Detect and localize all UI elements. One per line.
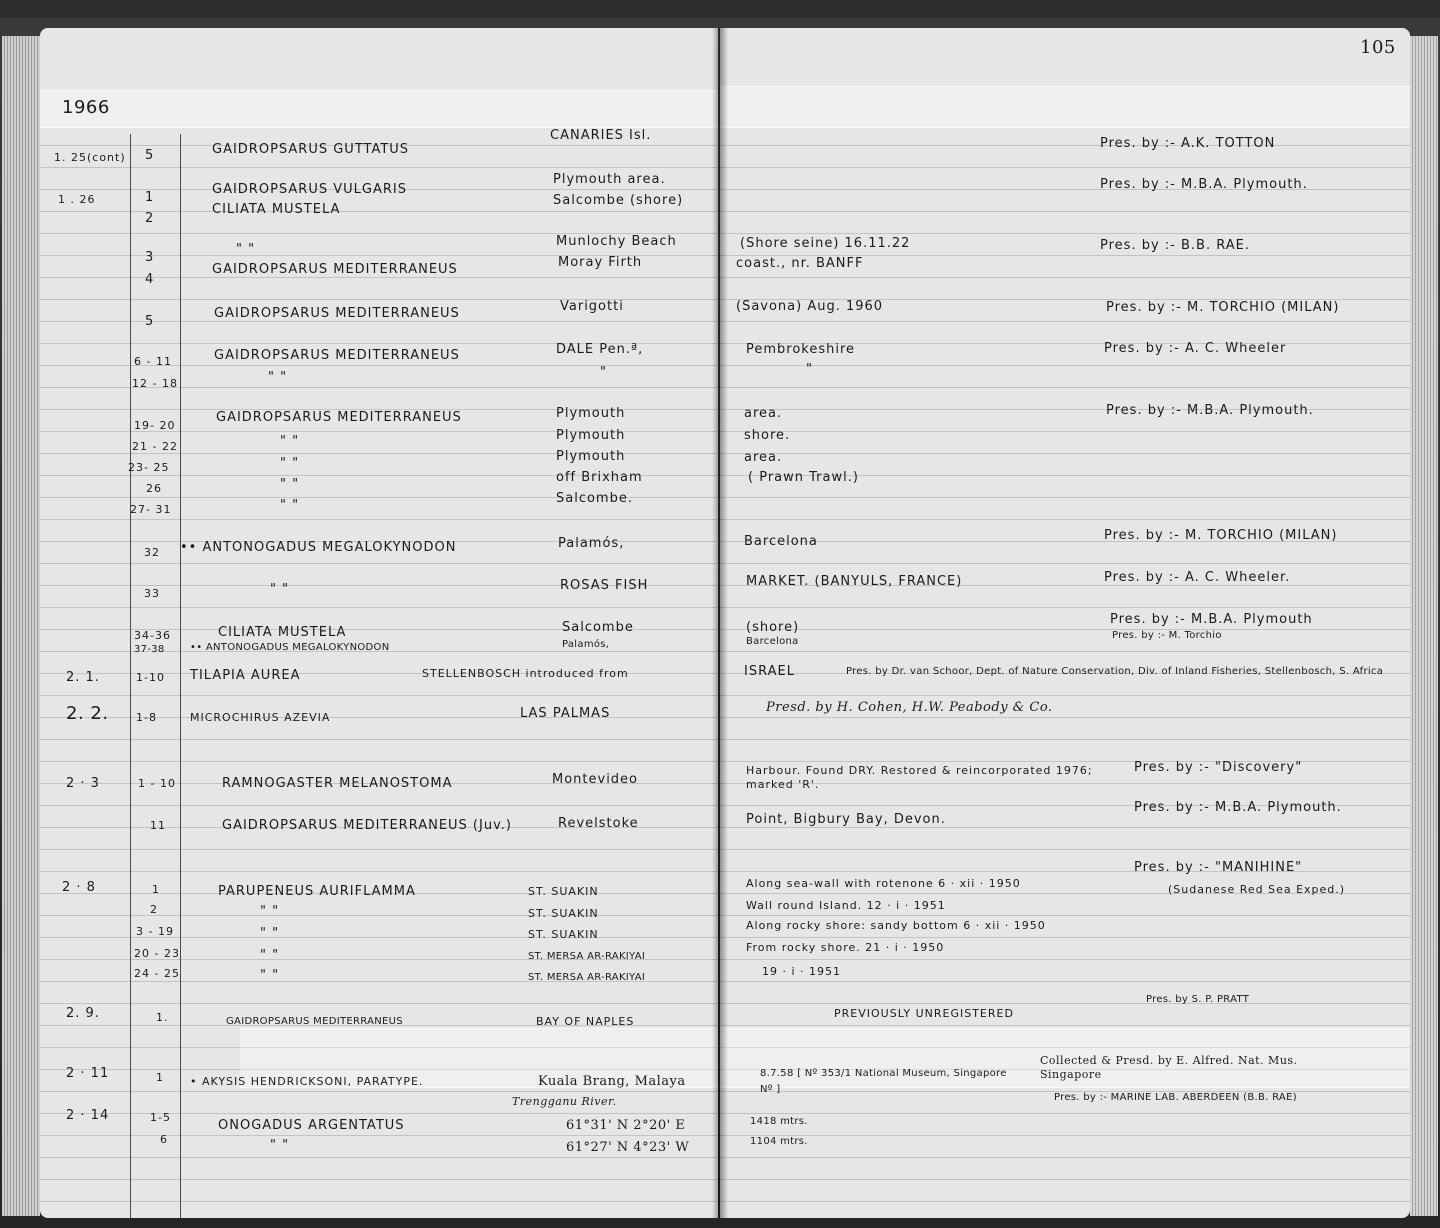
entry-locality: Salcombe <box>562 620 634 635</box>
entry-species: " " <box>280 434 300 449</box>
entry-number: 21 - 22 <box>132 440 178 453</box>
tape-strip <box>720 86 1410 128</box>
entry-reg: 1. 25(cont) <box>54 151 126 164</box>
entry-number: 3 <box>145 250 155 265</box>
entry-details: 1418 mtrs. <box>750 1116 808 1127</box>
page-number: 105 <box>1360 37 1396 58</box>
entry-number: 19- 20 <box>134 419 176 432</box>
entry-locality: Revelstoke <box>558 816 639 831</box>
entry-details: ( Prawn Trawl.) <box>748 470 859 485</box>
entry-species: GAIDROPSARUS MEDITERRANEUS <box>216 410 462 425</box>
entry-locality: Salcombe (shore) <box>553 193 684 208</box>
entry-donor: Pres. by :- M.B.A. Plymouth <box>1110 612 1313 627</box>
entry-donor: Pres. by :- M. TORCHIO (MILAN) <box>1106 300 1340 315</box>
entry-locality: Plymouth <box>556 449 626 464</box>
entry-number: 1 <box>152 883 160 896</box>
entry-locality: Salcombe. <box>556 491 633 506</box>
entry-reg: 2 · 14 <box>66 1108 110 1123</box>
entry-details: ISRAEL <box>744 664 795 679</box>
entry-details: From rocky shore. 21 · i · 1950 <box>746 941 945 954</box>
entry-locality: Palamós, <box>558 536 625 551</box>
entry-locality: ST. MERSA AR-RAKIYAI <box>528 972 646 983</box>
entry-reg: 2 · 11 <box>66 1066 110 1081</box>
entry-number: 26 <box>146 482 162 495</box>
entry-number: 4 <box>145 272 155 287</box>
entry-donor: Pres. by :- B.B. RAE. <box>1100 238 1250 253</box>
entry-details: " <box>806 362 813 377</box>
entry-details: Along rocky shore: sandy bottom 6 · xii · 1950 <box>746 919 1046 932</box>
entry-number: 5 <box>145 148 155 163</box>
entry-locality: Montevideo <box>552 772 639 787</box>
entry-details: shore. <box>744 428 791 443</box>
entry-locality: Moray Firth <box>558 255 643 270</box>
entry-details: Barcelona <box>746 636 799 647</box>
entry-species: " " <box>270 1138 290 1153</box>
entry-locality: STELLENBOSCH introduced from <box>422 667 629 680</box>
entry-number: 6 - 11 <box>134 355 172 368</box>
entry-locality: 61°27' N 4°23' W <box>566 1140 690 1155</box>
entry-details: (Savona) Aug. 1960 <box>736 299 884 314</box>
entry-reg: 1 . 26 <box>58 193 96 206</box>
entry-locality: Munlochy Beach <box>556 234 677 249</box>
entry-species: " " <box>270 582 290 597</box>
entry-locality: Kuala Brang, Malaya <box>538 1074 686 1089</box>
entry-species: " " <box>280 498 300 513</box>
entry-details: Point, Bigbury Bay, Devon. <box>746 812 946 827</box>
entry-locality: Plymouth area. <box>553 172 666 187</box>
entry-number: 1 <box>156 1071 164 1084</box>
page-edges-left <box>2 36 40 1216</box>
entry-species: " " <box>268 370 288 385</box>
entry-donor: Pres. by Dr. van Schoor, Dept. of Nature Conservation, Div. of Inland Fisheries, Stellenbosch, S. Africa <box>846 666 1384 677</box>
entry-details: Harbour. Found DRY. Restored & reincorporated 1976; marked 'R'. <box>746 764 1093 791</box>
entry-details: Barcelona <box>744 534 818 549</box>
entry-details: area. <box>744 406 783 421</box>
entry-donor: Pres. by :- M.B.A. Plymouth. <box>1100 177 1308 192</box>
entry-number: 2 <box>150 903 158 916</box>
entry-number: 1 <box>145 190 155 205</box>
year-heading: 1966 <box>62 97 110 118</box>
entry-reg: 2. 2. <box>66 703 109 724</box>
entry-locality: Varigotti <box>560 299 624 314</box>
entry-species: " " <box>280 477 300 492</box>
entry-species: •• ANTONOGADUS MEGALOKYNODON <box>190 642 390 653</box>
entry-number: 37-38 <box>134 644 165 655</box>
entry-reg: 2 · 8 <box>62 880 96 895</box>
entry-donor: Pres. by :- "MANIHINE" <box>1134 860 1303 875</box>
page-edges-right <box>1410 36 1438 1216</box>
entry-locality: off Brixham <box>556 470 643 485</box>
entry-species: ONOGADUS ARGENTATUS <box>218 1118 405 1133</box>
entry-species: " " <box>260 904 280 919</box>
entry-donor: Pres. by :- "Discovery" <box>1134 760 1303 775</box>
entry-species: TILAPIA AUREA <box>190 668 301 683</box>
entry-species: GAIDROPSARUS MEDITERRANEUS <box>214 348 460 363</box>
entry-species: GAIDROPSARUS VULGARIS <box>212 182 407 197</box>
entry-donor: (Sudanese Red Sea Exped.) <box>1168 883 1346 896</box>
entry-locality: " <box>600 365 607 380</box>
entry-number: 6 <box>160 1133 168 1146</box>
entry-species: CILIATA MUSTELA <box>218 625 347 640</box>
entry-donor: Pres. by S. P. PRATT <box>1146 994 1250 1005</box>
entry-species: GAIDROPSARUS MEDITERRANEUS (Juv.) <box>222 818 512 833</box>
entry-species: " " <box>260 926 280 941</box>
entry-details: 1104 mtrs. <box>750 1136 808 1147</box>
column-rule-reg <box>130 134 131 1218</box>
entry-species: " " <box>236 242 256 257</box>
entry-donor: Collected & Presd. by E. Alfred. Nat. Mus. Singapore <box>1040 1054 1298 1081</box>
entry-details: 8.7.58 [ Nº 353/1 National Museum, Singapore Nº ] <box>760 1068 1007 1095</box>
entry-species: CILIATA MUSTELA <box>212 202 341 217</box>
entry-details: PREVIOUSLY UNREGISTERED <box>834 1007 1014 1020</box>
entry-number: 1-10 <box>136 671 165 684</box>
entry-species: GAIDROPSARUS GUTTATUS <box>212 142 410 157</box>
entry-species: " " <box>260 968 280 983</box>
entry-species: • AKYSIS HENDRICKSONI, PARATYPE. <box>190 1075 424 1088</box>
entry-details: coast., nr. BANFF <box>736 256 864 271</box>
entry-donor: Pres. by :- M. Torchio <box>1112 630 1222 641</box>
entry-locality: Plymouth <box>556 406 626 421</box>
entry-locality: CANARIES Isl. <box>550 128 652 143</box>
entry-details: Pembrokeshire <box>746 342 856 357</box>
entry-number: 1. <box>156 1011 169 1024</box>
entry-donor: Pres. by :- A. C. Wheeler. <box>1104 570 1291 585</box>
entry-donor: Pres. by :- M. TORCHIO (MILAN) <box>1104 528 1338 543</box>
entry-number: 32 <box>144 546 160 559</box>
entry-number: 5 <box>145 314 155 329</box>
entry-number: 1-8 <box>136 711 157 724</box>
entry-donor: Pres. by :- M.B.A. Plymouth. <box>1106 403 1314 418</box>
entry-locality: DALE Pen.ª, <box>556 342 644 357</box>
entry-number: 27- 31 <box>130 503 172 516</box>
column-rule-number <box>180 134 181 1218</box>
entry-number: 23- 25 <box>128 461 170 474</box>
entry-species: RAMNOGASTER MELANOSTOMA <box>222 776 453 791</box>
entry-species: " " <box>260 948 280 963</box>
entry-species: MICROCHIRUS AZEVIA <box>190 711 331 724</box>
entry-reg: 2. 1. <box>66 670 100 685</box>
entry-species: GAIDROPSARUS MEDITERRANEUS <box>214 306 460 321</box>
entry-locality: ST. MERSA AR-RAKIYAI <box>528 951 646 962</box>
entry-locality: Trengganu River. <box>512 1095 617 1108</box>
entry-locality: ROSAS FISH <box>560 578 649 593</box>
tape-strip <box>40 90 718 128</box>
entry-locality: BAY OF NAPLES <box>536 1015 635 1028</box>
entry-locality: ST. SUAKIN <box>528 907 599 920</box>
entry-species: " " <box>280 456 300 471</box>
entry-details: (Shore seine) 16.11.22 <box>740 236 911 251</box>
entry-details: 19 · i · 1951 <box>762 965 842 978</box>
entry-donor: Pres. by :- A.K. TOTTON <box>1100 136 1276 151</box>
entry-number: 33 <box>144 587 160 600</box>
entry-number: 11 <box>150 819 166 832</box>
book-gutter <box>712 28 728 1218</box>
entry-locality: ST. SUAKIN <box>528 928 599 941</box>
entry-number: 12 - 18 <box>132 377 178 390</box>
entry-number: 24 - 25 <box>134 967 180 980</box>
entry-locality: ST. SUAKIN <box>528 885 599 898</box>
entry-locality: LAS PALMAS <box>520 706 611 721</box>
entry-number: 1-5 <box>150 1111 171 1124</box>
entry-species: GAIDROPSARUS MEDITERRANEUS <box>212 262 458 277</box>
entry-locality: Palamós, <box>562 639 610 650</box>
entry-locality: 61°31' N 2°20' E <box>566 1118 686 1133</box>
entry-reg: 2. 9. <box>66 1006 100 1021</box>
entry-donor: Pres. by :- MARINE LAB. ABERDEEN (B.B. RAE) <box>1054 1092 1297 1103</box>
entry-donor: Pres. by :- M.B.A. Plymouth. <box>1134 800 1342 815</box>
entry-species: GAIDROPSARUS MEDITERRANEUS <box>226 1016 403 1027</box>
entry-species: •• ANTONOGADUS MEGALOKYNODON <box>180 540 457 555</box>
entry-number: 2 <box>145 211 155 226</box>
entry-details: Wall round Island. 12 · i · 1951 <box>746 899 946 912</box>
entry-reg: 2 · 3 <box>66 776 100 791</box>
entry-details: area. <box>744 450 783 465</box>
entry-locality: Plymouth <box>556 428 626 443</box>
entry-details: Along sea-wall with rotenone 6 · xii · 1950 <box>746 877 1021 890</box>
entry-donor: Pres. by :- A. C. Wheeler <box>1104 341 1287 356</box>
entry-number: 34-36 <box>134 629 171 642</box>
entry-number: 3 - 19 <box>136 925 174 938</box>
entry-number: 20 - 23 <box>134 947 180 960</box>
entry-details: Presd. by H. Cohen, H.W. Peabody & Co. <box>766 700 1053 715</box>
entry-species: PARUPENEUS AURIFLAMMA <box>218 884 416 899</box>
entry-number: 1 - 10 <box>138 777 176 790</box>
entry-details: MARKET. (BANYULS, FRANCE) <box>746 574 963 589</box>
entry-details: (shore) <box>746 620 800 635</box>
